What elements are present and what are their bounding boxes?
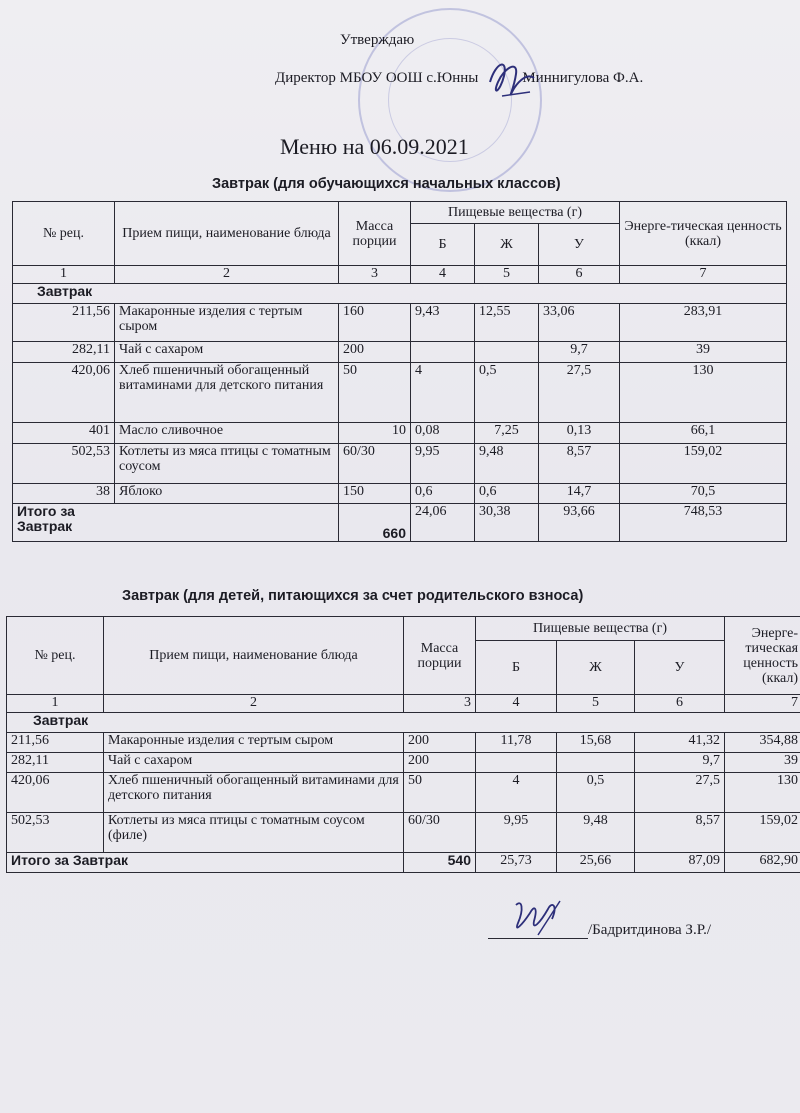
col-header-dish: Прием пищи, наименование блюда: [115, 202, 339, 266]
cell-b: 0,6: [411, 484, 475, 504]
cell-no: 38: [13, 484, 115, 504]
cell-dish: Котлеты из мяса птицы с томатным соусом (филе): [104, 813, 404, 853]
cell-u: 41,32: [635, 733, 725, 753]
cell-b: 0,08: [411, 423, 475, 444]
col-header-energy: Энерге-тическая ценность (ккал): [725, 617, 800, 695]
cell-dish: Макаронные изделия с тертым сыром: [104, 733, 404, 753]
col-header-mass: Масса порции: [404, 617, 476, 695]
cell-zh: 15,68: [557, 733, 635, 753]
signer-name: /Бадритдинова З.Р./: [588, 922, 712, 938]
cell-dish: Котлеты из мяса птицы с томатным соусом: [115, 444, 339, 484]
cell-u: 0,13: [539, 423, 620, 444]
table-row: [13, 423, 787, 444]
cell-u: 8,57: [539, 444, 620, 484]
column-number: 5: [475, 266, 539, 284]
col-header-no: № рец.: [7, 617, 104, 695]
column-number: 2: [104, 695, 404, 713]
total-mass: 540: [404, 853, 476, 873]
column-number: 4: [476, 695, 557, 713]
cell-no: 282,11: [13, 342, 115, 363]
table-row: [13, 342, 787, 363]
total-kcal: 682,90: [725, 853, 800, 873]
cell-b: 4: [476, 773, 557, 813]
table-row: [7, 773, 800, 813]
cell-mass: 50: [339, 363, 411, 423]
cell-zh: 0,6: [475, 484, 539, 504]
cell-dish: Яблоко: [115, 484, 339, 504]
cell-u: 9,7: [635, 753, 725, 773]
cell-b: 4: [411, 363, 475, 423]
menu-table-primary: [12, 201, 787, 542]
cell-zh: [557, 753, 635, 773]
cell-b: 9,95: [411, 444, 475, 484]
cell-kcal: 283,91: [620, 304, 787, 342]
cell-no: 420,06: [13, 363, 115, 423]
column-number: 4: [411, 266, 475, 284]
column-number-row: [7, 695, 800, 713]
total-u: 93,66: [539, 504, 620, 542]
cell-kcal: 130: [725, 773, 800, 813]
col-header-b: Б: [476, 641, 557, 695]
table-row: [7, 733, 800, 753]
cell-dish: Хлеб пшеничный обогащенный витаминами для детского питания: [115, 363, 339, 423]
table-row: [7, 813, 800, 853]
cell-mass: 160: [339, 304, 411, 342]
cell-no: 502,53: [13, 444, 115, 484]
cell-b: 11,78: [476, 733, 557, 753]
cell-kcal: 354,88: [725, 733, 800, 753]
col-header-zh: Ж: [557, 641, 635, 695]
total-zh: 30,38: [475, 504, 539, 542]
column-number: 2: [115, 266, 339, 284]
col-header-no: № рец.: [13, 202, 115, 266]
director-title: Директор МБОУ ООШ с.Юнны: [275, 70, 479, 86]
cell-kcal: 39: [725, 753, 800, 773]
cell-zh: 7,25: [475, 423, 539, 444]
col-header-zh: Ж: [475, 224, 539, 266]
col-header-nutrients: Пищевые вещества (г): [476, 617, 725, 641]
cell-mass: 200: [339, 342, 411, 363]
column-number: 7: [725, 695, 800, 713]
cell-kcal: 39: [620, 342, 787, 363]
cell-dish: Масло сливочное: [115, 423, 339, 444]
cell-no: 401: [13, 423, 115, 444]
total-b: 24,06: [411, 504, 475, 542]
cell-dish: Хлеб пшеничный обогащенный витаминами для детского питания: [104, 773, 404, 813]
total-b: 25,73: [476, 853, 557, 873]
cell-u: 8,57: [635, 813, 725, 853]
table-row: [13, 363, 787, 423]
cell-b: [411, 342, 475, 363]
cell-zh: 0,5: [557, 773, 635, 813]
cell-dish: Чай с сахаром: [104, 753, 404, 773]
cell-zh: 9,48: [557, 813, 635, 853]
total-row: [13, 504, 787, 542]
column-number: 1: [13, 266, 115, 284]
cell-u: 27,5: [635, 773, 725, 813]
cell-kcal: 66,1: [620, 423, 787, 444]
column-number: 5: [557, 695, 635, 713]
cell-u: 14,7: [539, 484, 620, 504]
cell-mass: 50: [404, 773, 476, 813]
column-number: 6: [539, 266, 620, 284]
cell-b: [476, 753, 557, 773]
section-label: Завтрак: [13, 284, 787, 304]
cell-kcal: 159,02: [620, 444, 787, 484]
cell-no: 211,56: [7, 733, 104, 753]
cell-mass: 150: [339, 484, 411, 504]
cell-b: 9,95: [476, 813, 557, 853]
cell-dish: Чай с сахаром: [115, 342, 339, 363]
cell-zh: [475, 342, 539, 363]
cell-kcal: 159,02: [725, 813, 800, 853]
col-header-u: У: [539, 224, 620, 266]
cell-dish: Макаронные изделия с тертым сыром: [115, 304, 339, 342]
cell-no: 420,06: [7, 773, 104, 813]
cell-no: 211,56: [13, 304, 115, 342]
cell-mass: 200: [404, 753, 476, 773]
cell-zh: 12,55: [475, 304, 539, 342]
cell-kcal: 130: [620, 363, 787, 423]
signature-line: [488, 938, 588, 939]
cell-no: 282,11: [7, 753, 104, 773]
cell-b: 9,43: [411, 304, 475, 342]
table-row: [13, 484, 787, 504]
cell-zh: 9,48: [475, 444, 539, 484]
cell-u: 33,06: [539, 304, 620, 342]
cell-no: 502,53: [7, 813, 104, 853]
col-header-mass: Масса порции: [339, 202, 411, 266]
total-zh: 25,66: [557, 853, 635, 873]
cell-u: 27,5: [539, 363, 620, 423]
table2-heading: Завтрак (для детей, питающихся за счет родительского взноса): [122, 588, 584, 604]
cell-mass: 10: [339, 423, 411, 444]
column-number: 3: [404, 695, 476, 713]
table-row: [13, 444, 787, 484]
page-title: Меню на 06.09.2021: [280, 134, 469, 159]
cell-mass: 200: [404, 733, 476, 753]
table-row: [7, 753, 800, 773]
column-number: 3: [339, 266, 411, 284]
total-u: 87,09: [635, 853, 725, 873]
col-header-energy: Энерге-тическая ценность (ккал): [620, 202, 787, 266]
column-number: 1: [7, 695, 104, 713]
col-header-nutrients: Пищевые вещества (г): [411, 202, 620, 224]
column-number: 6: [635, 695, 725, 713]
total-kcal: 748,53: [620, 504, 787, 542]
total-row: [7, 853, 800, 873]
approve-label: Утверждаю: [340, 32, 415, 48]
table-row: [13, 304, 787, 342]
total-label: Итого за Завтрак: [7, 853, 404, 873]
column-number: 7: [620, 266, 787, 284]
total-label: Итого за Завтрак: [13, 504, 339, 542]
director-signature-icon: [482, 52, 542, 110]
director-name: Миннигулова Ф.А.: [522, 70, 644, 86]
col-header-b: Б: [411, 224, 475, 266]
total-mass: 660: [339, 504, 411, 542]
director-line: [275, 70, 643, 87]
cell-u: 9,7: [539, 342, 620, 363]
menu-table-parental: [6, 616, 800, 873]
table1-heading: Завтрак (для обучающихся начальных классов): [212, 176, 561, 192]
col-header-dish: Прием пищи, наименование блюда: [104, 617, 404, 695]
cell-kcal: 70,5: [620, 484, 787, 504]
cell-zh: 0,5: [475, 363, 539, 423]
column-number-row: [13, 266, 787, 284]
cell-mass: 60/30: [404, 813, 476, 853]
col-header-u: У: [635, 641, 725, 695]
cell-mass: 60/30: [339, 444, 411, 484]
section-label: Завтрак: [7, 713, 800, 733]
